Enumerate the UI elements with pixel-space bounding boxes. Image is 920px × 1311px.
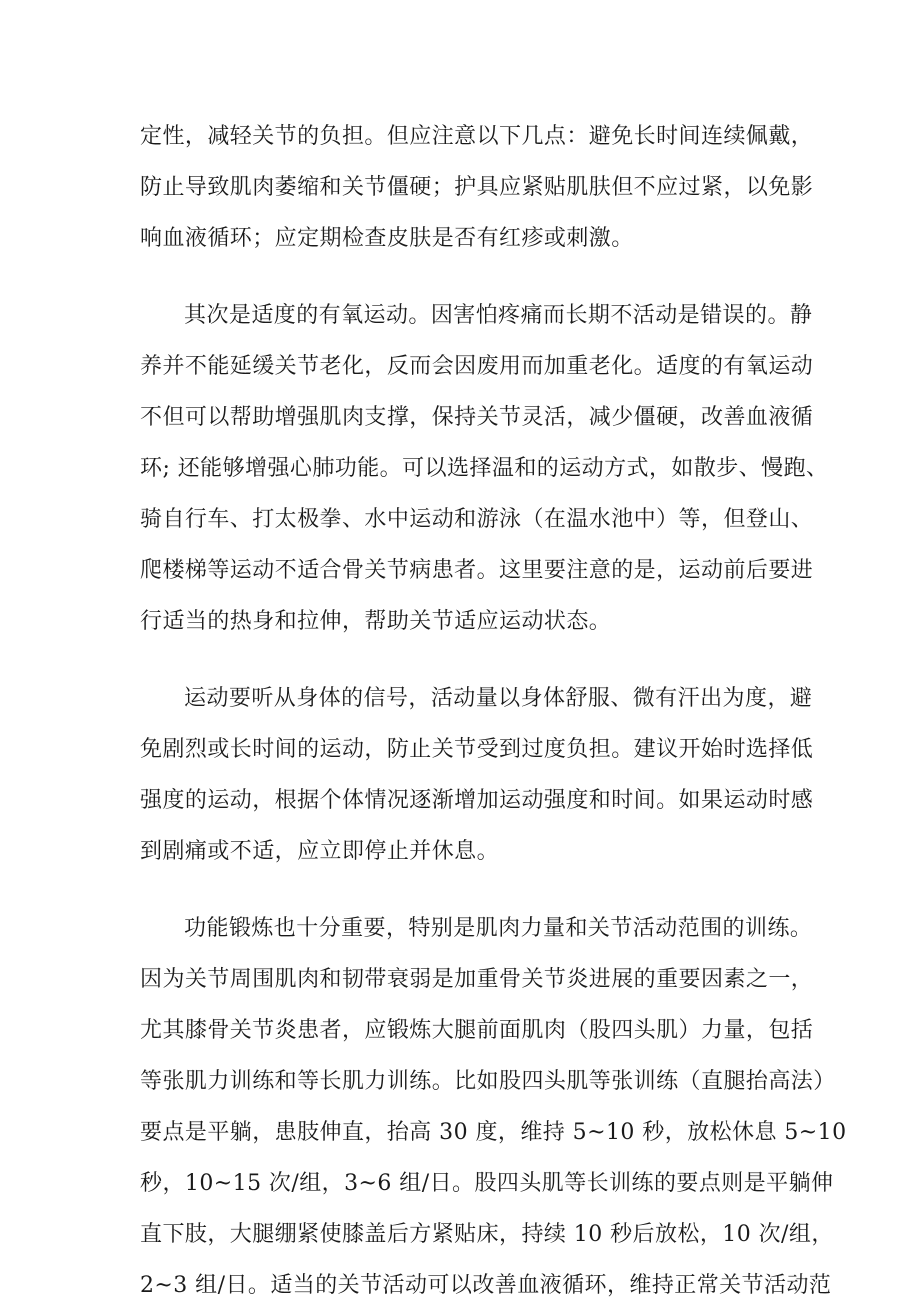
paragraph-3-line-4: 到剧痛或不适，应立即停止并休息。 <box>140 839 500 864</box>
paragraph-1-line-1: 定性，减轻关节的负担。但应注意以下几点：避免长时间连续佩戴， <box>140 124 814 149</box>
paragraph-4-line-3: 尤其膝骨关节炎患者，应锻炼大腿前面肌肉（股四头肌）力量，包括 <box>140 1018 814 1043</box>
document-body <box>140 111 847 1311</box>
paragraph-4-line-7: 直下肢，大腿绷紧使膝盖后方紧贴床，持续 10 秒后放松，10 次/组， <box>140 1222 834 1247</box>
paragraph-1-line-2: 防止导致肌肉萎缩和关节僵硬；护具应紧贴肌肤但不应过紧，以免影 <box>140 175 814 200</box>
paragraph-2-line-4: 环; 还能够增强心肺功能。可以选择温和的运动方式，如散步、慢跑、 <box>140 456 829 481</box>
paragraph-2-line-7: 行适当的热身和拉伸，帮助关节适应运动状态。 <box>140 609 612 634</box>
paragraph-4-line-4: 等张肌力训练和等长肌力训练。比如股四头肌等张训练（直腿抬高法） <box>140 1069 836 1094</box>
paragraph-3 <box>140 673 814 877</box>
paragraph-4-line-2: 因为关节周围肌肉和韧带衰弱是加重骨关节炎进展的重要因素之一， <box>140 967 814 992</box>
paragraph-2 <box>140 290 829 647</box>
paragraph-2-line-3: 不但可以帮助增强肌肉支撑，保持关节灵活，减少僵硬，改善血液循 <box>140 405 814 430</box>
paragraph-4-line-1: 功能锻炼也十分重要，特别是肌肉力量和关节活动范围的训练。 <box>184 916 813 941</box>
paragraph-spacer <box>140 264 796 290</box>
paragraph-3-line-3: 强度的运动，根据个体情况逐渐增加运动强度和时间。如果运动时感 <box>140 788 814 813</box>
paragraph-2-line-5: 骑自行车、打太极拳、水中运动和游泳（在温水池中）等，但登山、 <box>140 507 814 532</box>
paragraph-1-line-3: 响血液循环；应定期检查皮肤是否有红疹或刺激。 <box>140 226 634 251</box>
paragraph-4-line-5: 要点是平躺，患肢伸直，抬高 30 度，维持 5~10 秒，放松休息 5~10 <box>140 1120 847 1145</box>
paragraph-3-line-2: 免剧烈或长时间的运动，防止关节受到过度负担。建议开始时选择低 <box>140 737 814 762</box>
paragraph-2-line-6: 爬楼梯等运动不适合骨关节病患者。这里要注意的是，运动前后要进 <box>140 558 814 583</box>
paragraph-2-line-1: 其次是适度的有氧运动。因害怕疼痛而长期不活动是错误的。静 <box>184 303 813 328</box>
paragraph-4-line-6: 秒，10~15 次/组，3~6 组/日。股四头肌等长训练的要点则是平躺伸 <box>140 1171 834 1196</box>
paragraph-2-line-2: 养并不能延缓关节老化，反而会因废用而加重老化。适度的有氧运动 <box>140 354 814 379</box>
paragraph-4 <box>140 903 847 1311</box>
paragraph-spacer <box>140 647 796 673</box>
paragraph-3-line-1: 运动要听从身体的信号，活动量以身体舒服、微有汗出为度，避 <box>184 686 813 711</box>
paragraph-1 <box>140 111 814 264</box>
paragraph-4-line-8: 2~3 组/日。适当的关节活动可以改善血液循环，维持正常关节活动范 <box>140 1273 832 1298</box>
paragraph-spacer <box>140 877 796 903</box>
